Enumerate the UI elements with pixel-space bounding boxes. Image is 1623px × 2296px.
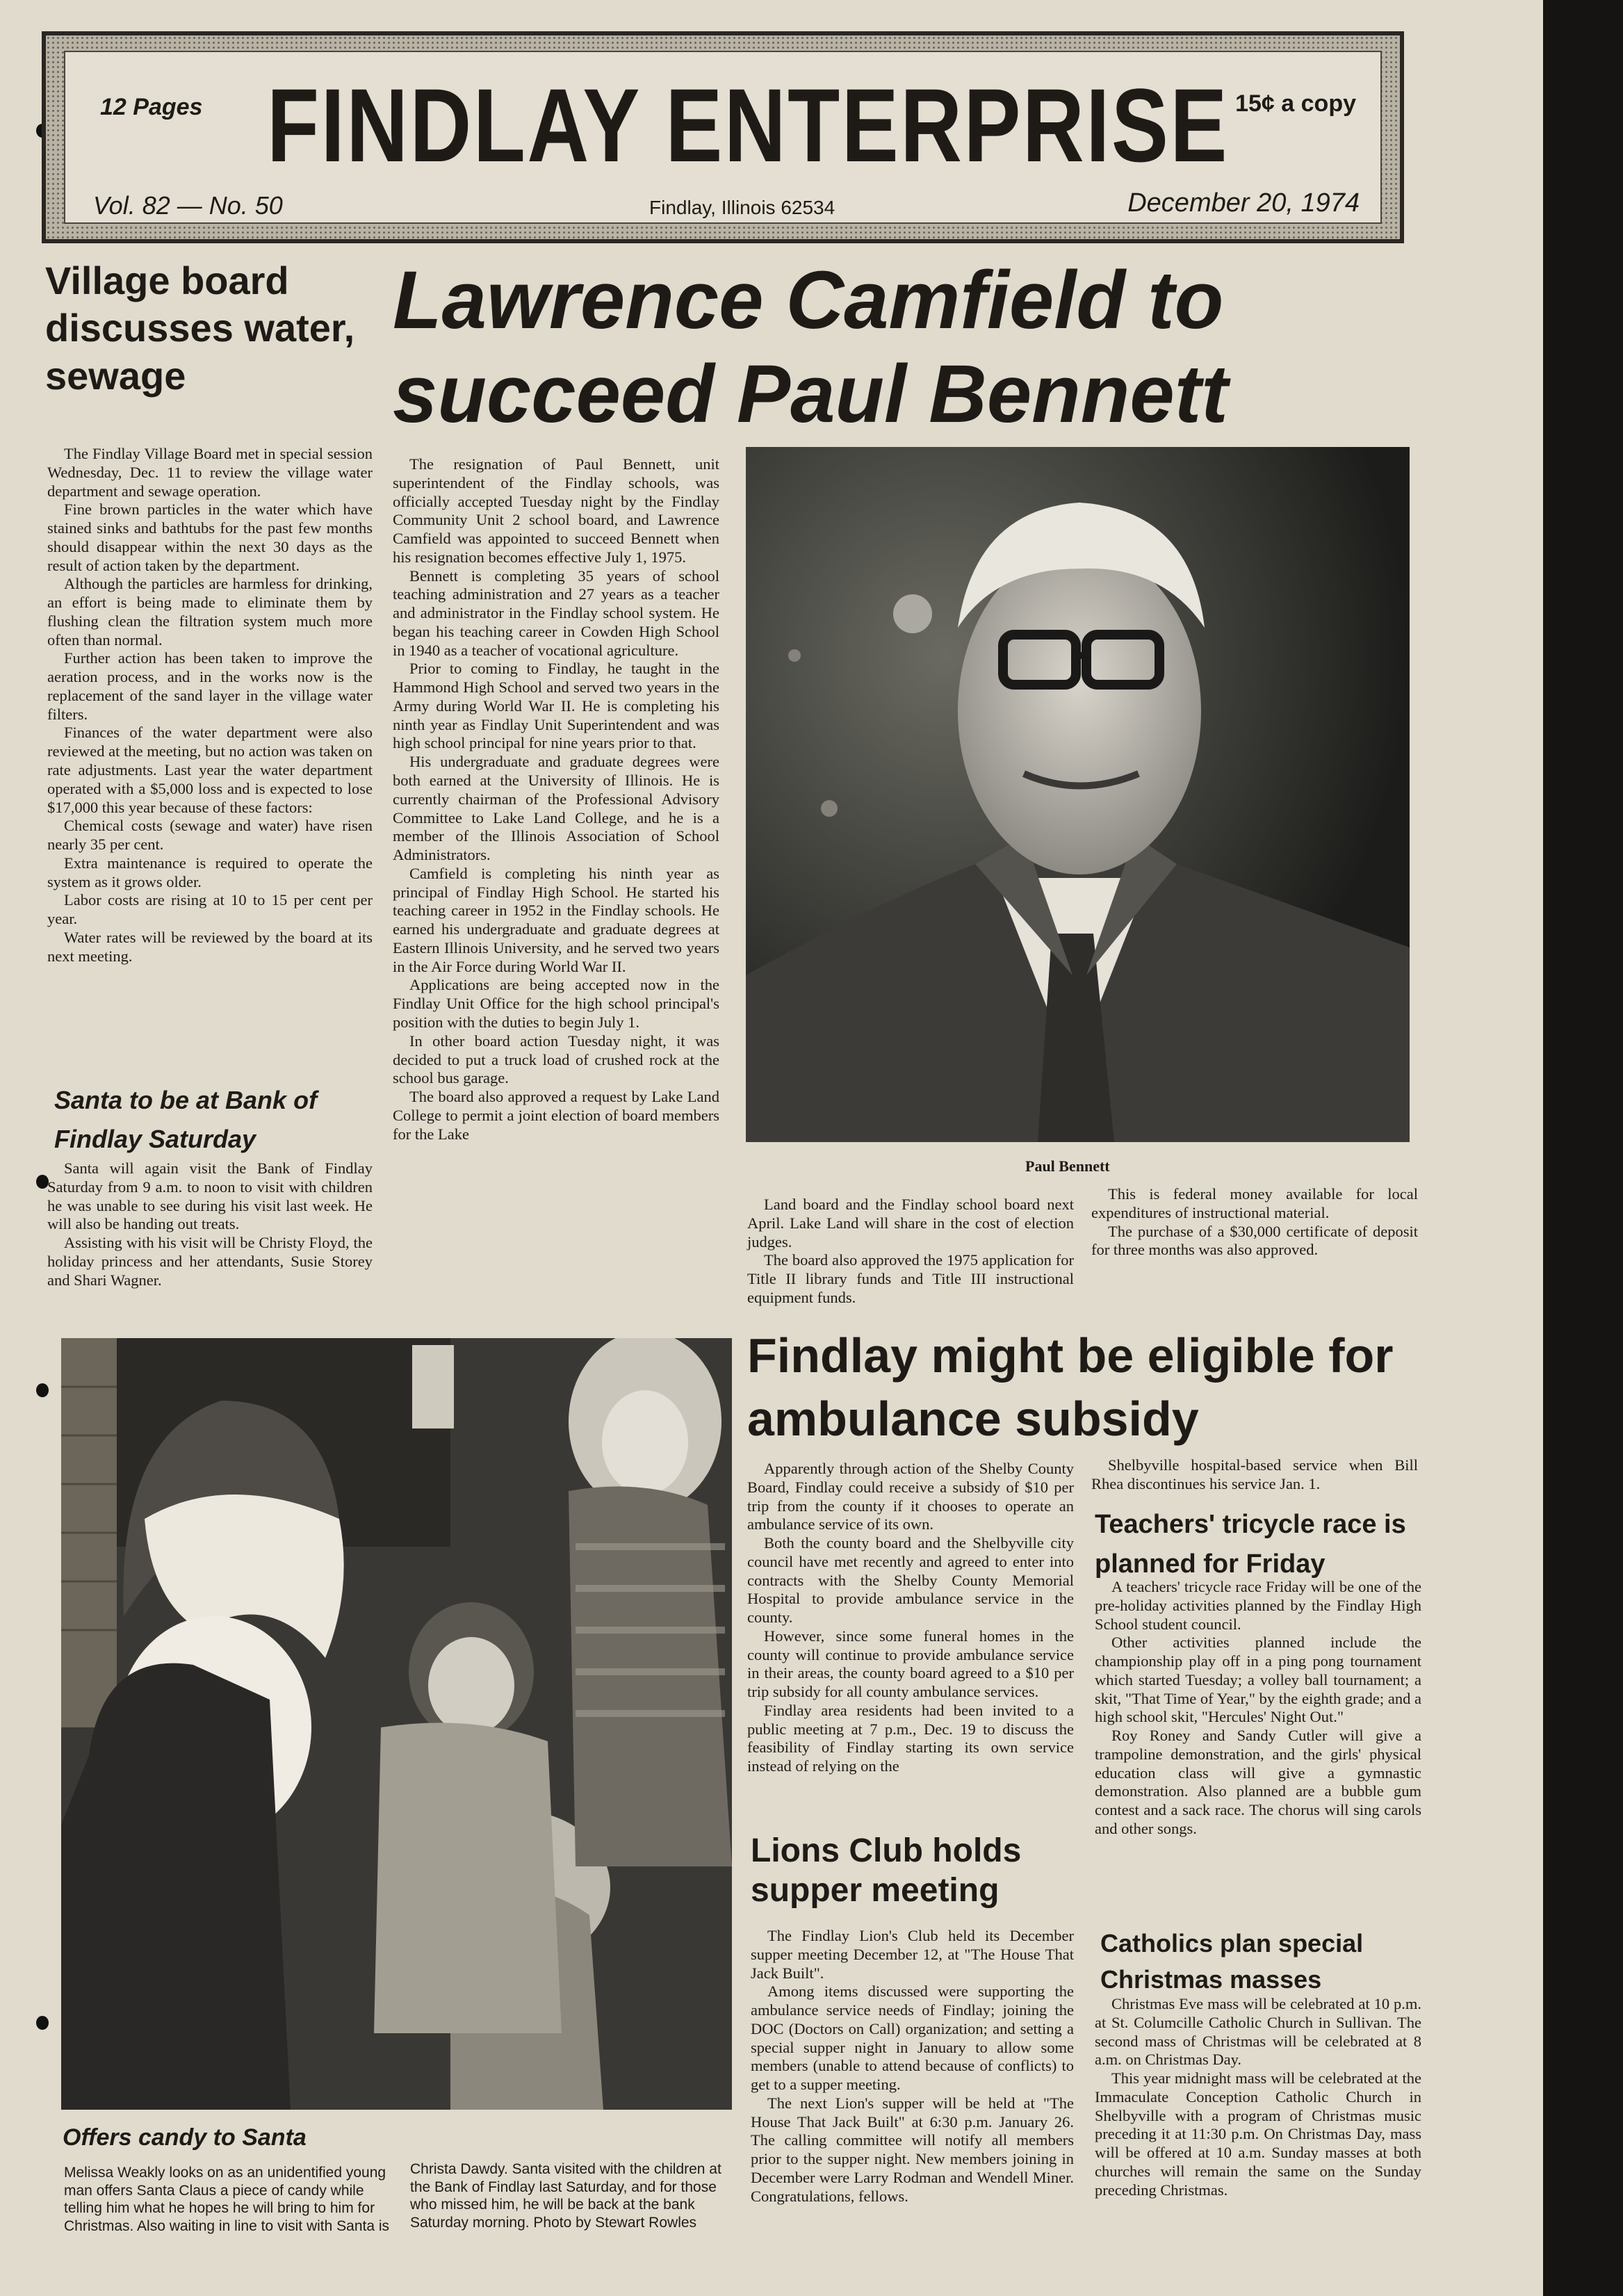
- article-paragraph: Assisting with his visit will be Christy Floyd, the holiday princess and her attendants, Susie Storey and Shari Wagner.: [47, 1234, 373, 1289]
- bennett-article-column-3: [1091, 1185, 1418, 1260]
- catholic-masses-headline: Catholics plan special Christmas masses: [1100, 1929, 1364, 1994]
- bennett-article-column-2: [747, 1196, 1074, 1308]
- photo-caption-bennett: Paul Bennett: [1025, 1157, 1110, 1175]
- binding-hole: [36, 2016, 49, 2030]
- article-paragraph: Water rates will be reviewed by the board at its next meeting.: [47, 928, 373, 965]
- lions-club-headline: Lions Club holds supper meeting: [751, 1832, 1022, 1909]
- santa-candy-photo: [61, 1338, 732, 2110]
- article-paragraph: A teachers' tricycle race Friday will be one of the pre-holiday activities planned by the Findlay High School student council.: [1095, 1578, 1421, 1633]
- main-headline: Lawrence Camfield to succeed Paul Bennett: [393, 254, 1228, 440]
- lions-club-article: [751, 1927, 1074, 2206]
- price: 15¢ a copy: [1235, 90, 1356, 117]
- article-paragraph: Camfield is completing his ninth year as principal of Findlay High School. He started his teaching career in 1952 in the Findlay schools. He earned his undergraduate and graduate degrees at Eastern Illinois University, and he served two years in the Air Force during World War II.: [393, 864, 719, 975]
- article-paragraph: Other activities planned include the championship play off in a ping pong tournament which started Tuesday; a volley ball tournament; a skit, "That Time of Year," by the eighth grade; and a high school skit, "Hercules' Night Out.": [1095, 1634, 1421, 1726]
- article-paragraph: Apparently through action of the Shelby County Board, Findlay could receive a subsidy of $10 per trip from the county if it chooses to operate an ambulance service of its own.: [747, 1460, 1074, 1533]
- volume-number: Vol. 82 — No. 50: [93, 191, 283, 220]
- santa-photo-caption-2: Christa Dawdy. Santa visited with the children at the Bank of Findlay last Saturday, and for those who missed him, he will be back at the bank Saturday morning. Photo by Stewart Rowles: [410, 2161, 721, 2231]
- article-paragraph: Bennett is completing 35 years of school teaching administration and 27 years as a teacher and administrator in the Findlay school system. He began his teaching career in Cowden High School in 1940 as a teacher of vocational agriculture.: [393, 567, 719, 659]
- santa-scene-illustration: [61, 1338, 732, 2110]
- article-paragraph: The next Lion's supper will be held at "The House That Jack Built" at 6:30 p.m. January 26. The calling committee will notify all members prior to the supper night. New members joining in December were Larry Rodman and Wendell Miner. Congratulations, fellows.: [751, 2094, 1074, 2205]
- ambulance-article-column-1: [747, 1460, 1074, 1776]
- village-board-headline: Village board discusses water, sewage: [45, 259, 355, 398]
- article-paragraph: Fine brown particles in the water which have stained sinks and bathtubs for the past few months should disappear within the next 30 days as the result of action taken by the department.: [47, 500, 373, 574]
- article-paragraph: In other board action Tuesday night, it was decided to put a truck load of crushed rock at the school bus garage.: [393, 1032, 719, 1087]
- santa-photo-caption-1: Melissa Weakly looks on as an unidentified young man offers Santa Claus a piece of candy while telling him what he hopes he will bring to him for Christmas. Also waiting in line to visit with Santa is: [64, 2165, 390, 2234]
- article-paragraph: Findlay area residents had been invited to a public meeting at 7 p.m., Dec. 19 to discuss the feasibility of Findlay starting its own service instead of relying on the: [747, 1701, 1074, 1775]
- tricycle-race-headline: Teachers' tricycle race is planned for Friday: [1095, 1510, 1406, 1579]
- paul-bennett-photo: [746, 447, 1410, 1142]
- article-paragraph: The board also approved a request by Lake Land College to permit a joint election of board members for the Lake: [393, 1088, 719, 1143]
- article-paragraph: However, since some funeral homes in the county will continue to provide ambulance service in their areas, the county board agreed to a $10 per trip subsidy for all county ambulance services.: [747, 1627, 1074, 1701]
- newspaper-title: FINDLAY ENTERPRISE: [267, 67, 1229, 184]
- article-paragraph: Labor costs are rising at 10 to 15 per cent per year.: [47, 891, 373, 928]
- santa-bank-headline: Santa to be at Bank of Findlay Saturday: [54, 1086, 318, 1153]
- article-paragraph: Prior to coming to Findlay, he taught in the Hammond High School and served two years in the Army during World War II. He is completing his ninth year as Findlay Unit Superintendent and was high school principal for nine years prior to that.: [393, 660, 719, 752]
- article-paragraph: Roy Roney and Sandy Cutler will give a trampoline demonstration, and the girls' physical education class will give a gymnastic demonstration. Also planned are a bubble gum contest and a sack race. The chorus will sing carols and other songs.: [1095, 1727, 1421, 1837]
- article-paragraph: Chemical costs (sewage and water) have risen nearly 35 per cent.: [47, 817, 373, 854]
- city-address: Findlay, Illinois 62534: [649, 197, 835, 218]
- ambulance-headline: Findlay might be eligible for ambulance subsidy: [747, 1328, 1394, 1446]
- santa-photo-headline: Offers candy to Santa: [63, 2124, 307, 2151]
- bennett-article-column-1: [393, 455, 719, 1143]
- ambulance-article-column-2: [1091, 1456, 1418, 1494]
- santa-bank-article: [47, 1159, 373, 1289]
- issue-date: December 20, 1974: [1127, 188, 1360, 218]
- article-paragraph: Both the county board and the Shelbyville city council have met recently and agreed to enter into contracts with the Shelby County Memorial Hospital to provide ambulance service in the county.: [747, 1534, 1074, 1627]
- page-count: 12 Pages: [100, 94, 203, 120]
- article-paragraph: The Findlay Lion's Club held its December supper meeting December 12, at "The House That Jack Built".: [751, 1927, 1074, 1982]
- article-paragraph: The resignation of Paul Bennett, unit superintendent of the Findlay schools, was officially accepted Tuesday night by the Findlay Community Unit 2 school board, and Lawrence Camfield was appointed to succeed Bennett when his resignation becomes effective July 1, 1975.: [393, 455, 719, 566]
- article-paragraph: This year midnight mass will be celebrated at the Immaculate Conception Catholic Church in Shelbyville with a program of Christmas music preceding it at 11:30 p.m. On Christmas Day, mass will be offered at 10 a.m. Sunday masses at both churches will remain the same on the Sunday preceding Christmas.: [1095, 2069, 1421, 2199]
- article-paragraph: The purchase of a $30,000 certificate of deposit for three months was also approved.: [1091, 1222, 1418, 1259]
- masthead: [42, 31, 1404, 243]
- article-paragraph: Although the particles are harmless for drinking, an effort is being made to eliminate them by flushing clean the filtration system much more often than normal.: [47, 575, 373, 649]
- article-paragraph: Among items discussed were supporting the ambulance service needs of Findlay; joining the DOC (Doctors on Call) organization; and setting a special supper night in January to allow some members (unable to attend because of conflicts) to get to a supper meeting.: [751, 1982, 1074, 2094]
- article-paragraph: Shelbyville hospital-based service when Bill Rhea discontinues his service Jan. 1.: [1091, 1456, 1418, 1492]
- article-paragraph: Christmas Eve mass will be celebrated at 10 p.m. at St. Columcille Catholic Church in Sullivan. The second mass of Christmas will be celebrated at 8 a.m. on Christmas Day.: [1095, 1995, 1421, 2069]
- article-paragraph: The board also approved the 1975 application for Title II library funds and Title III instructional equipment funds.: [747, 1251, 1074, 1306]
- catholic-masses-article: [1095, 1995, 1421, 2199]
- article-paragraph: The Findlay Village Board met in special session Wednesday, Dec. 11 to review the village water department and sewage operation.: [47, 445, 373, 500]
- article-paragraph: Further action has been taken to improve the aeration process, and in the works now is the replacement of the sand layer in the village water filters.: [47, 649, 373, 723]
- portrait-illustration: [746, 447, 1410, 1142]
- article-paragraph: Land board and the Findlay school board next April. Lake Land will share in the cost of election judges.: [747, 1196, 1074, 1251]
- article-paragraph: Finances of the water department were also reviewed at the meeting, but no action was taken on rate adjustments. Last year the water department operated with a $5,000 loss and is expected to lose $17,000 this year because of these factors:: [47, 724, 373, 816]
- village-board-article: [47, 445, 373, 966]
- scan-background-edge: [1543, 0, 1623, 2296]
- article-paragraph: Applications are being accepted now in the Findlay Unit Office for the high school principal's position with the duties to begin July 1.: [393, 976, 719, 1031]
- binding-hole: [36, 1383, 49, 1397]
- article-paragraph: Santa will again visit the Bank of Findlay Saturday from 9 a.m. to noon to visit with children he was unable to see during his visit last week. He will also be handing out treats.: [47, 1159, 373, 1233]
- article-paragraph: Extra maintenance is required to operate the system as it grows older.: [47, 854, 373, 890]
- article-paragraph: This is federal money available for local expenditures of instructional material.: [1091, 1185, 1418, 1221]
- tricycle-race-article: [1095, 1578, 1421, 1839]
- masthead-panel: [64, 51, 1382, 224]
- article-paragraph: His undergraduate and graduate degrees were both earned at the University of Illinois. He is currently chairman of the Professional Advisory Committee to Lake Land College, and he is a member of the Illinois Association of School Administrators.: [393, 753, 719, 864]
